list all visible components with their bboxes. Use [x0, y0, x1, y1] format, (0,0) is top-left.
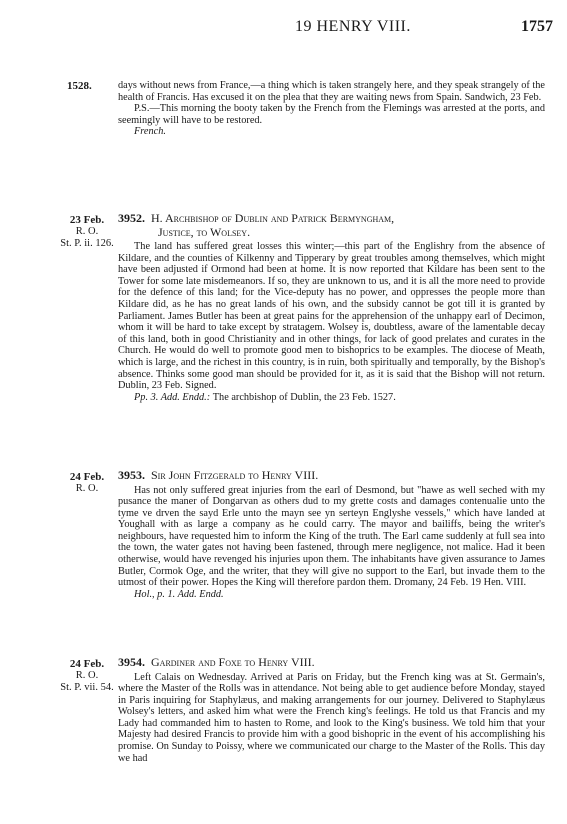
continuation-postscript: P.S.—This morning the booty taken by the French from the Flemings was arrested at the ports, and seemingly will have to be restored. — [118, 103, 545, 126]
entry-number: 3953. — [118, 468, 145, 482]
entry-note: Hol., p. 1. Add. Endd. — [134, 588, 224, 600]
entry-body: Left Calais on Wednesday. Arrived at Paris on Friday, but the French king was at St. Germain's, where the Master of the Rolls was in attendance. Not being able to get audience before Monday, stayed in Paris inquiring for Staphylæus, and making arrangements for our journey. Delivered to Staphylæus Wolsey's letters, and asked him what were the French king's feelings. He told us that Francis and my Lady had commanded him to hasten to Rome, and look to the King's business. We told him that your Majesty had desired Francis to provide him with a good bishopric in the event of his accomplishing his promise. On Sunday to Poissy, where we communicated our charge to the Master of the Rolls. This day we had — [118, 671, 545, 764]
entry-source: R. O. — [75, 670, 99, 681]
entry-date: 23 Feb. — [69, 214, 105, 226]
entry-heading-line-1: Gardiner and Foxe to Henry VIII. — [151, 655, 315, 669]
entry-body: Has not only suffered great injuries from the earl of Desmond, but "hawe as well seched with my pusance the maner of Dongarvan as others dud to my grette costs and damages contenualie unto the tyme ve drven the sayd Erle unto the mayn see yn serteyn Englyshe vessels," which have landed at Youghall with as large a company as he could carry. The mayor and bailiffs, being the writer's neighbours, have requested him to inform the King of the truth. The Earl came suddenly at full sea into the town, the water gates not having been fastened, through mere negligence, not malice. Had it been otherwise, would have revenged his injuries upon them. The inhabitants have given assurance to James Butler, Cormok Oge, and the writer, that they will give no support to the Earl, but invade them to the utmost of their power. Hopes the King will therefore pardon them. Dromany, 24 Feb. 19 Hen. VIII. — [118, 484, 545, 589]
entry-date: 24 Feb. — [69, 658, 105, 670]
continuation-note: French. — [134, 126, 166, 138]
entry-heading-line-1: Sir John Fitzgerald to Henry VIII. — [151, 468, 319, 482]
entry-3953 — [118, 469, 545, 600]
entry-3954 — [118, 656, 545, 764]
entry-heading — [118, 656, 545, 670]
entry-source: R. O. — [75, 226, 99, 237]
entry-note-endorsement: The archbishop of Dublin, the 23 Feb. 1527. — [212, 391, 396, 403]
entry-number: 3954. — [118, 655, 145, 669]
margin-year: 1528. — [67, 80, 92, 92]
page-number: 1757 — [521, 18, 553, 35]
entry-heading-line-2: Justice, to Wolsey. — [158, 224, 251, 239]
entry-number: 3952. — [118, 211, 145, 225]
entry-note-label: Pp. 3. Add. Endd.: — [134, 391, 211, 403]
entry-heading — [118, 212, 545, 239]
entry-heading-line-1: H. Archbishop of Dublin and Patrick Bermyngham, — [151, 211, 395, 225]
entry-body: The land has suffered great losses this winter;—this part of the Englishry from the absence of Kildare, and the counties of Kilkenny and Tipperary by great troubles among themselves, which might have been adjusted if Ormond had been at home. It is now reported that Kildare has been sent to the Tower for some late misdemeanors. If so, they are unknown to us, and it is all the more need to provide for the defence of this land; for the Vice-deputy has no power, and oppresses the people more than Kildare did, as he has no great lands of his own, and the subsidy cannot be got till it is granted by Parliament. James Butler has been at great pains for the apprehension of the unhappy earl of Decimon, whom it will be hard to take except by stratagem. Wolsey is, doubtless, aware of the lamentable decay of this land, both in good Christianity and in other things, for lack of good prelates and curates in the Church. He would do well to promote good men to bishoprics to be examples. The diocese of Meath, which is large, and the richest in this country, is in ruin, both spiritually and temporally, by the Bishop's absence. Thinks some good man should be provided for it, as it is said that the Bishop will not return. Dublin, 23 Feb. Signed. — [118, 241, 545, 392]
entry-margin-3952 — [58, 214, 116, 250]
entry-heading — [118, 469, 545, 483]
running-head-title: 19 HENRY VIII. — [295, 18, 411, 35]
running-head — [0, 18, 567, 38]
entry-date: 24 Feb. — [69, 471, 105, 483]
entry-margin-3953 — [58, 471, 116, 495]
entry-note — [118, 392, 545, 404]
entry-source-alt: St. P. vii. 54. — [60, 682, 114, 693]
entry-3952 — [118, 212, 545, 403]
entry-source-alt: St. P. ii. 126. — [60, 238, 114, 249]
continuation-text — [118, 80, 545, 138]
continuation-paragraph: days without news from France,—a thing which is taken strangely here, and they speak strangely of the health of Francis. Has excused it on the plea that they are waiting news from Spain. Sandwich, 23 Feb. — [118, 80, 545, 103]
entry-margin-3954 — [58, 658, 116, 694]
entry-source: R. O. — [75, 483, 99, 494]
